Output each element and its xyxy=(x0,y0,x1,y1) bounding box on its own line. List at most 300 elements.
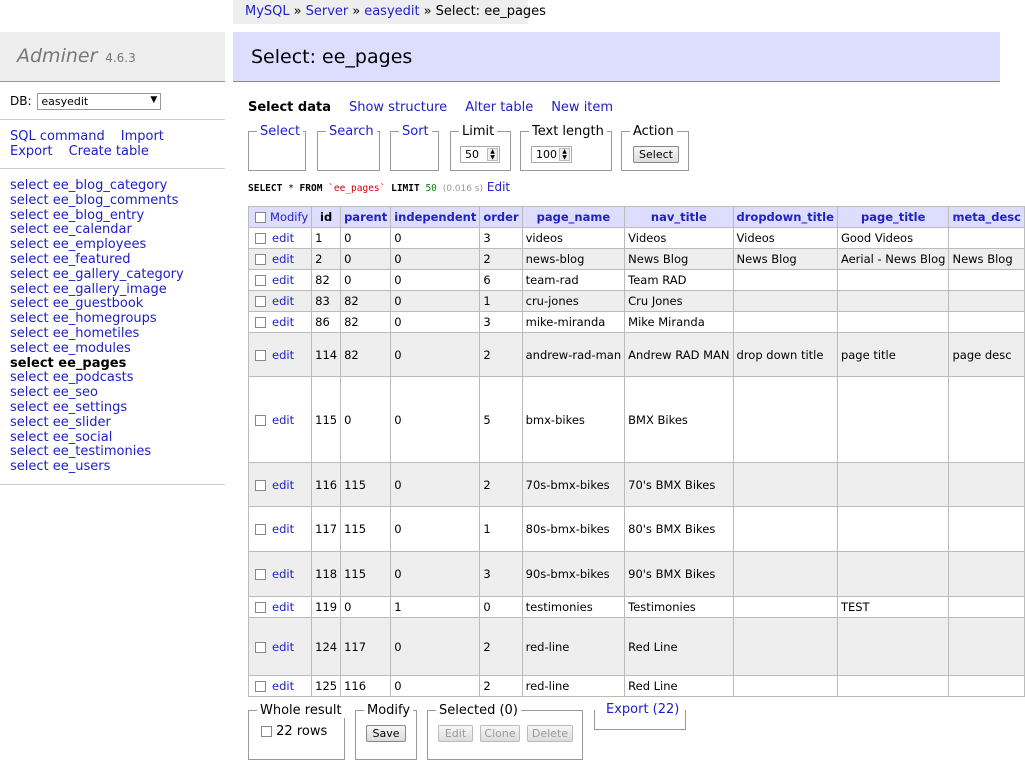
row-checkbox[interactable] xyxy=(255,480,266,491)
table-body xyxy=(249,228,1025,697)
table-link-name: ee_calendar xyxy=(52,222,132,238)
cell-meta-desc xyxy=(949,597,1024,618)
cell-dropdown-title xyxy=(733,312,837,333)
whole-result-option[interactable] xyxy=(261,724,327,739)
whole-result-checkbox[interactable] xyxy=(261,726,272,737)
alter-table-link[interactable]: Alter table xyxy=(465,100,534,115)
cell-nav-title: Videos xyxy=(625,228,733,249)
cell-independent: 0 xyxy=(391,249,480,270)
whole-result-fieldset xyxy=(248,703,345,760)
whole-result-label: Whole result xyxy=(257,703,345,718)
table-link-name: ee_social xyxy=(52,429,113,445)
cell-parent: 0 xyxy=(341,270,391,291)
row-edit-link[interactable]: edit xyxy=(272,477,295,492)
select-fieldset xyxy=(248,124,306,171)
breadcrumb-server[interactable]: Server xyxy=(305,4,349,19)
sql-star: * xyxy=(288,183,294,194)
row-checkbox[interactable] xyxy=(255,350,266,361)
sql-query xyxy=(248,183,437,194)
cell-dropdown-title xyxy=(733,618,837,676)
cell-order: 6 xyxy=(480,270,522,291)
cell-id: 1 xyxy=(312,228,341,249)
table-link-prefix: select xyxy=(10,414,49,430)
cell-order: 2 xyxy=(480,463,522,507)
cell-page-title xyxy=(837,676,949,697)
cell-page-title xyxy=(837,291,949,312)
table-link-prefix: select xyxy=(10,281,49,297)
table-row xyxy=(249,377,1025,463)
cell-order: 1 xyxy=(480,507,522,552)
table-link-ee-homegroups[interactable] xyxy=(10,312,184,327)
cell-dropdown-title xyxy=(733,597,837,618)
cell-id: 125 xyxy=(312,676,341,697)
cell-dropdown-title xyxy=(733,676,837,697)
table-link-prefix: select xyxy=(10,237,49,253)
selected-label: Selected (0) xyxy=(436,703,521,718)
row-checkbox[interactable] xyxy=(255,233,266,244)
column-header-page-name[interactable]: page_name xyxy=(522,207,625,228)
cell-page-name: red-line xyxy=(522,676,625,697)
sql-command-link[interactable]: SQL command xyxy=(10,129,105,144)
table-link-name: ee_settings xyxy=(52,399,128,415)
table-row xyxy=(249,676,1025,697)
table-link-name: ee_homegroups xyxy=(52,311,157,327)
create-table-link[interactable]: Create table xyxy=(68,144,149,159)
cell-id: 118 xyxy=(312,552,341,597)
table-link-prefix: select xyxy=(10,429,49,445)
breadcrumb-separator: » xyxy=(352,4,361,19)
table-link-name: ee_employees xyxy=(52,237,147,253)
table-link-ee-guestbook[interactable] xyxy=(10,297,184,312)
table-link-ee-social[interactable] xyxy=(10,431,184,446)
limit-value: 50 xyxy=(465,148,479,161)
rows-count: 22 rows xyxy=(276,724,328,739)
column-header-meta-desc[interactable]: meta_desc xyxy=(949,207,1024,228)
table-link-name: ee_modules xyxy=(52,340,131,356)
cell-order: 2 xyxy=(480,333,522,377)
column-header-order[interactable]: order xyxy=(480,207,522,228)
table-link-prefix: select xyxy=(10,266,49,282)
row-checkbox[interactable] xyxy=(255,296,266,307)
cell-nav-title: Mike Miranda xyxy=(625,312,733,333)
cell-nav-title: Red Line xyxy=(625,676,733,697)
cell-id: 83 xyxy=(312,291,341,312)
cell-page-title xyxy=(837,463,949,507)
cell-page-name: bmx-bikes xyxy=(522,377,625,463)
table-link-name: ee_blog_entry xyxy=(52,207,145,223)
query-time: (0.016 s) xyxy=(442,184,484,194)
table-header-row xyxy=(249,207,1025,228)
save-button[interactable]: Save xyxy=(366,725,406,742)
cell-independent: 0 xyxy=(391,377,480,463)
table-link-prefix: select xyxy=(10,370,49,386)
breadcrumb-separator: » xyxy=(423,4,432,19)
table-link-prefix: select xyxy=(10,385,49,401)
table-link-name: ee_users xyxy=(52,459,111,475)
cell-independent: 0 xyxy=(391,312,480,333)
sub-nav xyxy=(248,100,631,115)
table-link-name: ee_testimonies xyxy=(52,444,152,460)
table-link-prefix: select xyxy=(10,340,49,356)
cell-page-title xyxy=(837,312,949,333)
breadcrumb-current: Select: ee_pages xyxy=(435,4,546,19)
cell-page-title xyxy=(837,507,949,552)
row-checkbox[interactable] xyxy=(255,642,266,653)
row-actions-cell xyxy=(249,463,312,507)
search-link[interactable]: Search xyxy=(326,124,377,139)
chevron-down-icon: ▼ xyxy=(150,95,158,105)
table-link-prefix: select xyxy=(10,296,49,312)
row-checkbox[interactable] xyxy=(255,569,266,580)
select-columns-link[interactable]: Select xyxy=(257,124,303,139)
cell-independent: 0 xyxy=(391,291,480,312)
cell-page-name: cru-jones xyxy=(522,291,625,312)
table-link-ee-users[interactable] xyxy=(10,460,184,475)
cell-parent: 82 xyxy=(341,333,391,377)
table-link-name: ee_podcasts xyxy=(52,370,134,386)
row-actions-cell xyxy=(249,291,312,312)
select-submit-button[interactable]: Select xyxy=(633,146,679,163)
new-item-link[interactable]: New item xyxy=(551,100,614,115)
cell-nav-title: Cru Jones xyxy=(625,291,733,312)
divider xyxy=(0,119,225,120)
column-header-page-title[interactable]: page_title xyxy=(837,207,949,228)
table-link-name: ee_gallery_image xyxy=(52,281,167,297)
row-checkbox[interactable] xyxy=(255,681,266,692)
cell-dropdown-title xyxy=(733,463,837,507)
db-select[interactable] xyxy=(37,93,161,110)
cell-page-name: testimonies xyxy=(522,597,625,618)
table-row xyxy=(249,507,1025,552)
row-checkbox[interactable] xyxy=(255,415,266,426)
spinner-arrows-icon[interactable]: ▲ ▼ xyxy=(559,148,570,161)
cell-parent: 0 xyxy=(341,597,391,618)
cell-page-name: 70s-bmx-bikes xyxy=(522,463,625,507)
row-actions-cell xyxy=(249,552,312,597)
row-edit-link[interactable]: edit xyxy=(272,231,295,245)
edit-query-link[interactable]: Edit xyxy=(486,180,511,194)
cell-id: 116 xyxy=(312,463,341,507)
table-link-ee-gallery-image[interactable] xyxy=(10,283,184,298)
row-edit-link[interactable]: edit xyxy=(272,273,295,287)
edit-selected-button[interactable]: Edit xyxy=(438,725,473,742)
column-header-nav-title[interactable]: nav_title xyxy=(625,207,733,228)
table-row xyxy=(249,270,1025,291)
column-header-parent[interactable]: parent xyxy=(341,207,391,228)
row-edit-link[interactable]: edit xyxy=(272,412,295,427)
row-checkbox[interactable] xyxy=(255,602,266,613)
row-actions-cell xyxy=(249,618,312,676)
table-link-prefix: select xyxy=(10,311,49,327)
cell-parent: 115 xyxy=(341,463,391,507)
cell-meta-desc xyxy=(949,463,1024,507)
table-link-ee-hometiles[interactable] xyxy=(10,327,184,342)
cell-id: 2 xyxy=(312,249,341,270)
cell-page-name: videos xyxy=(522,228,625,249)
select-data-link: Select data xyxy=(248,100,331,115)
cell-id: 86 xyxy=(312,312,341,333)
cell-independent: 0 xyxy=(391,618,480,676)
sidebar-links xyxy=(10,129,180,159)
table-link-name: ee_hometiles xyxy=(52,325,140,341)
sidebar xyxy=(0,0,225,750)
cell-meta-desc: page desc xyxy=(949,333,1024,377)
table-link-ee-podcasts[interactable] xyxy=(10,371,184,386)
spinner-arrows-icon[interactable]: ▲ ▼ xyxy=(487,148,498,161)
cell-order: 3 xyxy=(480,312,522,333)
cell-order: 2 xyxy=(480,618,522,676)
cell-dropdown-title xyxy=(733,507,837,552)
cell-dropdown-title xyxy=(733,552,837,597)
cell-meta-desc xyxy=(949,507,1024,552)
text-length-fieldset xyxy=(520,124,612,171)
table-row xyxy=(249,552,1025,597)
divider xyxy=(0,484,225,485)
cell-meta-desc xyxy=(949,676,1024,697)
sql-select-keyword: SELECT xyxy=(248,183,283,194)
table-link-name: ee_pages xyxy=(58,355,127,371)
cell-page-name: red-line xyxy=(522,618,625,676)
table-link-prefix: select xyxy=(10,207,49,223)
cell-parent: 0 xyxy=(341,249,391,270)
cell-order: 1 xyxy=(480,291,522,312)
delete-button[interactable]: Delete xyxy=(527,725,573,742)
cell-dropdown-title xyxy=(733,270,837,291)
table-row xyxy=(249,249,1025,270)
db-select-value: easyedit xyxy=(41,95,89,108)
cell-meta-desc xyxy=(949,552,1024,597)
cell-page-title: page title xyxy=(837,333,949,377)
cell-page-name: news-blog xyxy=(522,249,625,270)
cell-parent: 0 xyxy=(341,228,391,249)
table-link-ee-gallery-category[interactable] xyxy=(10,268,184,283)
import-link[interactable]: Import xyxy=(120,129,164,144)
cell-nav-title: Team RAD xyxy=(625,270,733,291)
table-link-ee-featured[interactable] xyxy=(10,253,184,268)
clone-button[interactable]: Clone xyxy=(480,725,520,742)
breadcrumb xyxy=(233,0,546,24)
table-link-ee-modules[interactable] xyxy=(10,342,184,357)
row-edit-link[interactable]: edit xyxy=(272,639,295,654)
export-link[interactable]: Export xyxy=(10,144,53,159)
cell-parent: 82 xyxy=(341,312,391,333)
row-checkbox[interactable] xyxy=(255,254,266,265)
table-link-name: ee_seo xyxy=(52,385,99,401)
cell-independent: 0 xyxy=(391,463,480,507)
cell-page-name: mike-miranda xyxy=(522,312,625,333)
version-label: 4.6.3 xyxy=(105,51,136,65)
cell-page-title: Aerial - News Blog xyxy=(837,249,949,270)
text-length-label: Text length xyxy=(529,124,607,139)
export-results-link[interactable]: Export (22) xyxy=(603,702,682,717)
cell-page-name: andrew-rad-man xyxy=(522,333,625,377)
row-edit-link[interactable]: edit xyxy=(272,522,295,536)
modify-fieldset xyxy=(355,703,417,760)
text-length-value: 100 xyxy=(536,148,557,161)
cell-page-name: 80s-bmx-bikes xyxy=(522,507,625,552)
table-link-prefix: select xyxy=(10,251,49,267)
table-link-prefix: select xyxy=(10,355,54,371)
row-actions-cell xyxy=(249,270,312,291)
row-edit-link[interactable]: edit xyxy=(272,315,295,329)
db-selector-row xyxy=(10,93,161,110)
modify-label: Modify xyxy=(364,703,413,718)
cell-id: 115 xyxy=(312,377,341,463)
cell-parent: 115 xyxy=(341,507,391,552)
table-link-ee-slider[interactable] xyxy=(10,416,184,431)
limit-label: Limit xyxy=(459,124,497,139)
row-actions-cell xyxy=(249,507,312,552)
limit-input[interactable] xyxy=(460,146,500,163)
cell-order: 5 xyxy=(480,377,522,463)
table-link-ee-settings[interactable] xyxy=(10,401,184,416)
action-label: Action xyxy=(630,124,677,139)
row-actions-cell xyxy=(249,312,312,333)
cell-page-title xyxy=(837,618,949,676)
cell-id: 82 xyxy=(312,270,341,291)
cell-dropdown-title: drop down title xyxy=(733,333,837,377)
column-header-id[interactable]: id xyxy=(312,207,341,228)
row-edit-link[interactable]: edit xyxy=(272,679,295,693)
cell-id: 114 xyxy=(312,333,341,377)
cell-id: 124 xyxy=(312,618,341,676)
cell-nav-title: News Blog xyxy=(625,249,733,270)
text-length-input[interactable] xyxy=(531,146,572,163)
table-link-prefix: select xyxy=(10,325,49,341)
db-label: DB: xyxy=(10,94,32,108)
table-link-ee-pages[interactable] xyxy=(10,357,184,372)
table-link-name: ee_gallery_category xyxy=(52,266,184,282)
table-link-ee-blog-category[interactable] xyxy=(10,179,184,194)
cell-id: 119 xyxy=(312,597,341,618)
row-actions-cell xyxy=(249,597,312,618)
cell-dropdown-title xyxy=(733,377,837,463)
table-row xyxy=(249,333,1025,377)
cell-parent: 116 xyxy=(341,676,391,697)
table-row xyxy=(249,228,1025,249)
table-link-ee-employees[interactable] xyxy=(10,238,184,253)
search-fieldset xyxy=(317,124,380,171)
show-structure-link[interactable]: Show structure xyxy=(348,100,448,115)
breadcrumb-mysql[interactable]: MySQL xyxy=(245,4,290,19)
cell-nav-title: 70's BMX Bikes xyxy=(625,463,733,507)
breadcrumb-separator: » xyxy=(293,4,302,19)
table-link-prefix: select xyxy=(10,399,49,415)
cell-meta-desc xyxy=(949,291,1024,312)
cell-independent: 0 xyxy=(391,676,480,697)
cell-dropdown-title xyxy=(733,291,837,312)
cell-meta-desc: News Blog xyxy=(949,249,1024,270)
cell-independent: 0 xyxy=(391,270,480,291)
modify-header-label[interactable]: Modify xyxy=(270,210,309,224)
table-link-ee-blog-entry[interactable] xyxy=(10,209,184,224)
cell-nav-title: 90's BMX Bikes xyxy=(625,552,733,597)
table-link-name: ee_featured xyxy=(52,251,131,267)
cell-independent: 0 xyxy=(391,552,480,597)
adminer-logo-link[interactable]: Adminer xyxy=(17,45,98,67)
row-actions-cell xyxy=(249,228,312,249)
row-checkbox[interactable] xyxy=(255,524,266,535)
cell-nav-title: 80's BMX Bikes xyxy=(625,507,733,552)
cell-order: 3 xyxy=(480,552,522,597)
cell-order: 3 xyxy=(480,228,522,249)
table-link-prefix: select xyxy=(10,192,49,208)
table-row xyxy=(249,618,1025,676)
cell-order: 2 xyxy=(480,249,522,270)
cell-parent: 82 xyxy=(341,291,391,312)
row-edit-link[interactable]: edit xyxy=(272,347,295,362)
row-actions-cell xyxy=(249,676,312,697)
table-link-prefix: select xyxy=(10,459,49,475)
cell-independent: 0 xyxy=(391,507,480,552)
sort-link[interactable]: Sort xyxy=(399,124,432,139)
select-all-checkbox[interactable] xyxy=(255,212,266,223)
table-row xyxy=(249,291,1025,312)
action-fieldset xyxy=(621,124,689,171)
row-actions-cell xyxy=(249,333,312,377)
row-edit-link[interactable]: edit xyxy=(272,600,295,614)
sql-limit-keyword: LIMIT xyxy=(391,183,420,194)
table-link-prefix: select xyxy=(10,222,49,238)
table-row xyxy=(249,312,1025,333)
column-header-dropdown-title[interactable]: dropdown_title xyxy=(733,207,837,228)
cell-dropdown-title: Videos xyxy=(733,228,837,249)
cell-independent: 0 xyxy=(391,228,480,249)
cell-nav-title: Red Line xyxy=(625,618,733,676)
modify-header xyxy=(249,207,312,228)
row-checkbox[interactable] xyxy=(255,275,266,286)
cell-meta-desc xyxy=(949,228,1024,249)
row-actions-cell xyxy=(249,249,312,270)
limit-fieldset xyxy=(450,124,511,171)
row-edit-link[interactable]: edit xyxy=(272,567,295,581)
table-link-name: ee_slider xyxy=(52,414,111,430)
cell-parent: 0 xyxy=(341,377,391,463)
cell-page-title: TEST xyxy=(837,597,949,618)
row-edit-link[interactable]: edit xyxy=(272,294,295,308)
sql-limit-value: 50 xyxy=(425,183,437,194)
cell-nav-title: Testimonies xyxy=(625,597,733,618)
cell-parent: 117 xyxy=(341,618,391,676)
table-link-name: ee_blog_category xyxy=(52,178,168,193)
tables-list xyxy=(10,179,184,475)
cell-order: 2 xyxy=(480,676,522,697)
row-checkbox[interactable] xyxy=(255,317,266,328)
cell-page-title: Good Videos xyxy=(837,228,949,249)
page-header xyxy=(233,32,1000,82)
page-title: Select: ee_pages xyxy=(251,46,413,68)
table-link-ee-calendar[interactable] xyxy=(10,223,184,238)
query-line xyxy=(248,180,510,194)
column-header-independent[interactable]: independent xyxy=(391,207,480,228)
row-actions-cell xyxy=(249,377,312,463)
row-edit-link[interactable]: edit xyxy=(272,252,295,266)
data-table-wrapper[interactable] xyxy=(248,206,1021,696)
cell-meta-desc xyxy=(949,618,1024,676)
breadcrumb-database[interactable]: easyedit xyxy=(364,4,420,19)
table-link-ee-blog-comments[interactable] xyxy=(10,194,184,209)
cell-nav-title: BMX Bikes xyxy=(625,377,733,463)
table-row xyxy=(249,597,1025,618)
export-fieldset xyxy=(594,702,686,730)
sql-from-keyword: FROM xyxy=(299,183,323,194)
cell-independent: 1 xyxy=(391,597,480,618)
table-link-ee-seo[interactable] xyxy=(10,386,184,401)
table-link-ee-testimonies[interactable] xyxy=(10,445,184,460)
cell-page-title xyxy=(837,377,949,463)
table-link-name: ee_blog_comments xyxy=(52,192,179,208)
cell-order: 0 xyxy=(480,597,522,618)
